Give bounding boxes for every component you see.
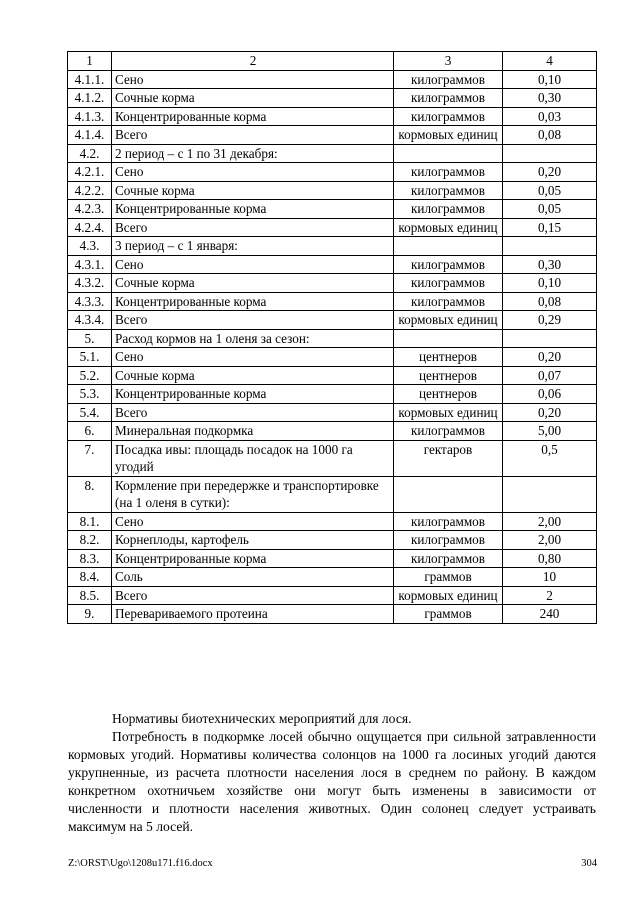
row-name: Сочные корма — [112, 181, 394, 200]
row-value: 0,10 — [503, 70, 597, 89]
table-row — [68, 605, 597, 624]
row-name: Перевариваемого протеина — [112, 605, 394, 624]
row-name: Концентрированные корма — [112, 200, 394, 219]
row-value: 0,03 — [503, 107, 597, 126]
table-header-row — [68, 52, 597, 71]
row-unit: граммов — [394, 568, 503, 587]
table-row — [68, 107, 597, 126]
row-value: 0,30 — [503, 89, 597, 108]
row-value: 0,29 — [503, 311, 597, 330]
row-number: 8.1. — [68, 512, 112, 531]
table-row — [68, 329, 597, 348]
row-value: 2 — [503, 586, 597, 605]
row-name: Всего — [112, 218, 394, 237]
row-number: 8.3. — [68, 549, 112, 568]
row-name: Всего — [112, 311, 394, 330]
footer-file-path: Z:\ORST\Ugo\1208u171.f16.docx — [68, 858, 213, 869]
row-value — [503, 476, 597, 512]
row-value — [503, 144, 597, 163]
row-name: Сено — [112, 512, 394, 531]
table-row — [68, 292, 597, 311]
table-row — [68, 403, 597, 422]
table-row — [68, 549, 597, 568]
row-number: 6. — [68, 422, 112, 441]
section-title: Нормативы биотехнических мероприятий для лося. — [112, 711, 412, 726]
row-unit: центнеров — [394, 385, 503, 404]
table-row — [68, 531, 597, 550]
row-number: 8.5. — [68, 586, 112, 605]
header-cell-1: 1 — [68, 52, 112, 71]
row-value: 5,00 — [503, 422, 597, 441]
row-number: 5.2. — [68, 366, 112, 385]
row-name: Кормление при передержке и транспортировке (на 1 оленя в сутки): — [112, 476, 394, 512]
table-row — [68, 586, 597, 605]
row-unit: кормовых единиц — [394, 403, 503, 422]
row-number: 4.3.4. — [68, 311, 112, 330]
row-unit — [394, 476, 503, 512]
header-cell-2: 2 — [112, 52, 394, 71]
row-number: 4.2.3. — [68, 200, 112, 219]
row-unit: килограммов — [394, 531, 503, 550]
row-name: Всего — [112, 403, 394, 422]
row-name: Сочные корма — [112, 366, 394, 385]
row-unit: кормовых единиц — [394, 126, 503, 145]
table-row — [68, 422, 597, 441]
row-number: 5.4. — [68, 403, 112, 422]
row-name: Сено — [112, 163, 394, 182]
table-row — [68, 126, 597, 145]
row-name: Соль — [112, 568, 394, 587]
row-name: Сено — [112, 348, 394, 367]
table-row — [68, 70, 597, 89]
table-row — [68, 89, 597, 108]
row-value: 0,05 — [503, 181, 597, 200]
row-unit: килограммов — [394, 549, 503, 568]
table-row — [68, 311, 597, 330]
row-value: 0,07 — [503, 366, 597, 385]
row-value: 0,5 — [503, 440, 597, 476]
row-value: 0,20 — [503, 403, 597, 422]
row-unit: килограммов — [394, 70, 503, 89]
row-value — [503, 237, 597, 256]
row-number: 4.3.1. — [68, 255, 112, 274]
row-number: 4.1.2. — [68, 89, 112, 108]
row-value: 0,80 — [503, 549, 597, 568]
table-row — [68, 237, 597, 256]
row-unit: килограммов — [394, 255, 503, 274]
row-unit: гектаров — [394, 440, 503, 476]
row-value: 0,15 — [503, 218, 597, 237]
table-row — [68, 163, 597, 182]
footer-page-number: 304 — [581, 858, 597, 869]
row-unit: кормовых единиц — [394, 218, 503, 237]
table-row — [68, 255, 597, 274]
row-name: Концентрированные корма — [112, 292, 394, 311]
table-row — [68, 440, 597, 476]
row-unit: килограммов — [394, 181, 503, 200]
row-unit: кормовых единиц — [394, 586, 503, 605]
table-row — [68, 144, 597, 163]
header-cell-3: 3 — [394, 52, 503, 71]
row-number: 5.1. — [68, 348, 112, 367]
row-name: Сено — [112, 70, 394, 89]
row-unit: килограммов — [394, 163, 503, 182]
row-name: Всего — [112, 586, 394, 605]
row-number: 4.2.2. — [68, 181, 112, 200]
table-row — [68, 274, 597, 293]
row-unit: килограммов — [394, 274, 503, 293]
row-number: 4.2. — [68, 144, 112, 163]
norms-table — [67, 51, 597, 624]
row-unit: килограммов — [394, 200, 503, 219]
row-number: 4.1.3. — [68, 107, 112, 126]
row-value: 0,30 — [503, 255, 597, 274]
row-number: 4.2.4. — [68, 218, 112, 237]
row-value: 0,06 — [503, 385, 597, 404]
row-number: 8.4. — [68, 568, 112, 587]
table-row — [68, 348, 597, 367]
row-value — [503, 329, 597, 348]
row-name: Концентрированные корма — [112, 549, 394, 568]
table-row — [68, 568, 597, 587]
table-row — [68, 385, 597, 404]
table-row — [68, 366, 597, 385]
row-number: 4.1.4. — [68, 126, 112, 145]
row-value: 10 — [503, 568, 597, 587]
row-unit: центнеров — [394, 366, 503, 385]
row-name: 2 период – с 1 по 31 декабря: — [112, 144, 394, 163]
header-cell-4: 4 — [503, 52, 597, 71]
row-value: 0,05 — [503, 200, 597, 219]
row-value: 240 — [503, 605, 597, 624]
table-row — [68, 218, 597, 237]
row-unit: килограммов — [394, 107, 503, 126]
table-row — [68, 476, 597, 512]
row-value: 0,20 — [503, 163, 597, 182]
row-number: 8. — [68, 476, 112, 512]
row-number: 9. — [68, 605, 112, 624]
row-name: Концентрированные корма — [112, 107, 394, 126]
row-name: Корнеплоды, картофель — [112, 531, 394, 550]
row-number: 4.2.1. — [68, 163, 112, 182]
row-unit: кормовых единиц — [394, 311, 503, 330]
row-name: Сочные корма — [112, 274, 394, 293]
row-value: 0,20 — [503, 348, 597, 367]
row-unit: центнеров — [394, 348, 503, 367]
row-unit — [394, 329, 503, 348]
row-value: 2,00 — [503, 512, 597, 531]
row-name: Минеральная подкормка — [112, 422, 394, 441]
norms-table-body — [68, 52, 597, 624]
table-row — [68, 512, 597, 531]
row-unit — [394, 237, 503, 256]
table-row — [68, 181, 597, 200]
row-unit — [394, 144, 503, 163]
row-number: 8.2. — [68, 531, 112, 550]
row-name: Всего — [112, 126, 394, 145]
row-name: Посадка ивы: площадь посадок на 1000 га угодий — [112, 440, 394, 476]
row-unit: килограммов — [394, 292, 503, 311]
row-unit: килограммов — [394, 422, 503, 441]
row-value: 0,10 — [503, 274, 597, 293]
table-row — [68, 200, 597, 219]
row-unit: граммов — [394, 605, 503, 624]
body-paragraph: Потребность в подкормке лосей обычно ощущается при сильной затравленности кормовых угодий. Нормативы количества солонцов на 1000 га лосиных угодий даются укрупненные, из расчета плотности населения лося в среднем по району. В каждом конкретном охотничьем хозяйстве они могут быть изменены в зависимости от численности и плотности населения животных. Один солонец следует устраивать максимум на 5 лосей. — [68, 729, 596, 834]
row-name: Сочные корма — [112, 89, 394, 108]
row-name: Концентрированные корма — [112, 385, 394, 404]
row-name: Расход кормов на 1 оленя за сезон: — [112, 329, 394, 348]
row-number: 5. — [68, 329, 112, 348]
row-number: 5.3. — [68, 385, 112, 404]
row-value: 2,00 — [503, 531, 597, 550]
row-unit: килограммов — [394, 512, 503, 531]
row-number: 7. — [68, 440, 112, 476]
row-value: 0,08 — [503, 292, 597, 311]
row-number: 4.3.2. — [68, 274, 112, 293]
row-value: 0,08 — [503, 126, 597, 145]
row-name: 3 период – с 1 января: — [112, 237, 394, 256]
row-unit: килограммов — [394, 89, 503, 108]
row-name: Сено — [112, 255, 394, 274]
row-number: 4.3. — [68, 237, 112, 256]
row-number: 4.1.1. — [68, 70, 112, 89]
row-number: 4.3.3. — [68, 292, 112, 311]
